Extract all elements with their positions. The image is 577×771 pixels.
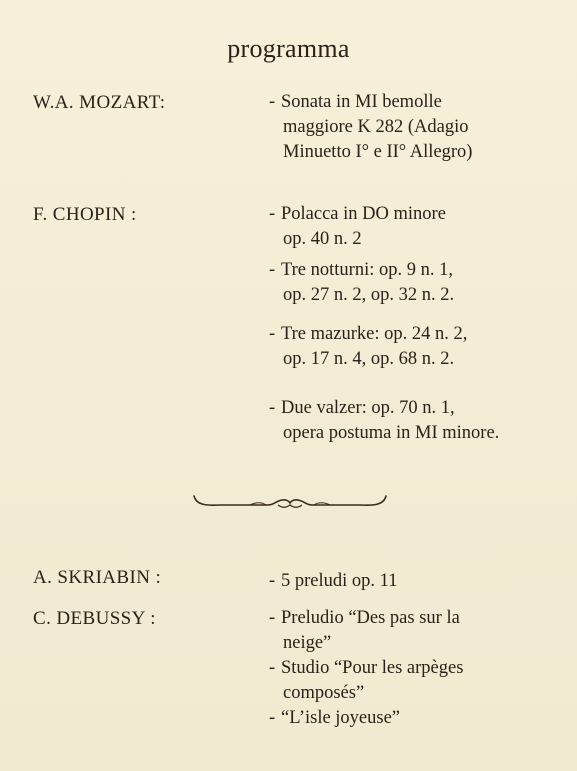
piece-text: 5 preludi op. 11 bbox=[281, 571, 398, 591]
piece-line: op. 27 n. 2, op. 32 n. 2. bbox=[283, 285, 455, 305]
dash: - bbox=[269, 260, 276, 280]
dash: - bbox=[269, 204, 276, 224]
piece-line: opera postuma in MI minore. bbox=[283, 423, 500, 443]
dash: - bbox=[269, 608, 276, 628]
piece-text: Tre mazurke: op. 24 n. 2, bbox=[281, 324, 468, 344]
piece-line bbox=[269, 706, 400, 731]
piece-line: composés” bbox=[283, 683, 365, 703]
piece-line: op. 40 n. 2 bbox=[283, 229, 362, 249]
dash: - bbox=[269, 324, 276, 344]
piece-debussy-studio bbox=[269, 656, 463, 706]
piece-line: neige” bbox=[283, 633, 332, 653]
piece-text: Preludio “Des pas sur la bbox=[281, 608, 460, 628]
piece-line: maggiore K 282 (Adagio bbox=[283, 117, 469, 137]
piece-text: Due valzer: op. 70 n. 1, bbox=[281, 398, 455, 418]
piece-skriabin-preludi bbox=[269, 569, 397, 594]
piece-chopin-valzer bbox=[269, 396, 499, 446]
piece-chopin-mazurke bbox=[269, 322, 467, 372]
page-title: programma bbox=[227, 34, 350, 63]
piece-mozart-sonata bbox=[269, 90, 472, 165]
piece-line bbox=[269, 202, 446, 227]
piece-line bbox=[269, 569, 397, 594]
piece-text: Tre notturni: op. 9 n. 1, bbox=[281, 260, 453, 280]
piece-text: Sonata in MI bemolle bbox=[281, 92, 442, 112]
ornamental-divider-icon bbox=[190, 490, 390, 514]
composer-debussy: C. DEBUSSY : bbox=[33, 608, 156, 629]
piece-line: Minuetto I° e II° Allegro) bbox=[283, 142, 473, 162]
composer-skriabin: A. SKRIABIN : bbox=[33, 567, 162, 588]
piece-line bbox=[269, 258, 454, 283]
piece-chopin-polacca bbox=[269, 202, 446, 252]
piece-text: Studio “Pour les arpèges bbox=[281, 658, 464, 678]
dash: - bbox=[269, 571, 276, 591]
dash: - bbox=[269, 398, 276, 418]
piece-line bbox=[269, 606, 460, 631]
piece-line bbox=[269, 656, 463, 681]
piece-text: “L’isle joyeuse” bbox=[281, 708, 401, 728]
piece-line: op. 17 n. 4, op. 68 n. 2. bbox=[283, 349, 455, 369]
dash: - bbox=[269, 708, 276, 728]
piece-text: Polacca in DO minore bbox=[281, 204, 446, 224]
piece-line bbox=[269, 396, 499, 421]
piece-line bbox=[269, 322, 467, 347]
piece-line bbox=[269, 90, 472, 115]
dash: - bbox=[269, 658, 276, 678]
piece-debussy-isle bbox=[269, 706, 400, 731]
composer-mozart: W.A. MOZART: bbox=[33, 92, 166, 113]
piece-debussy-preludio bbox=[269, 606, 460, 656]
piece-chopin-notturni bbox=[269, 258, 454, 308]
composer-chopin: F. CHOPIN : bbox=[33, 204, 137, 225]
dash: - bbox=[269, 92, 276, 112]
